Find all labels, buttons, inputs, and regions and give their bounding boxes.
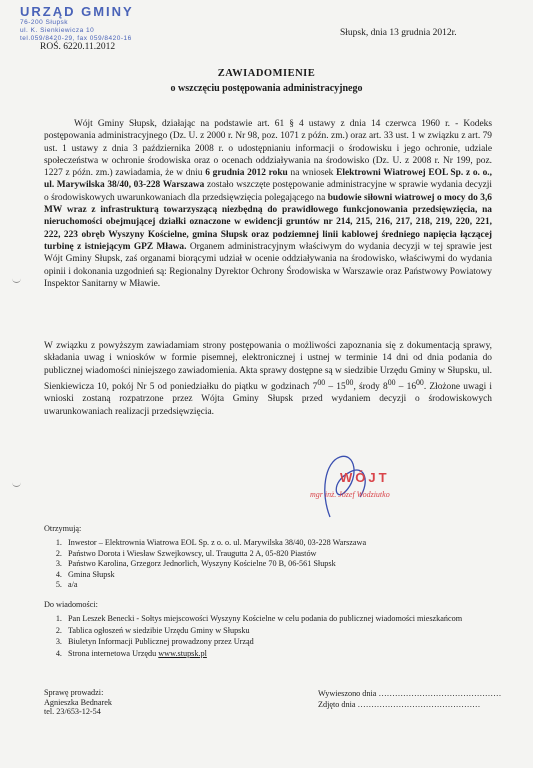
list-item: 2. Tablica ogłoszeń w siedzibie Urzędu Gminy w Słupsku (64, 626, 492, 636)
office-address-line3: tel.059/8420-29, fax 059/8420-16 (20, 35, 132, 42)
punch-hole-mark (12, 278, 21, 283)
punch-hole-mark (12, 482, 21, 487)
case-handler-label: Sprawę prowadzi: (44, 688, 104, 697)
office-name: URZĄD GMINY (20, 4, 134, 19)
p1-project: budowie siłowni wiatrowej o mocy do 3,6 MW wraz z infrastrukturą towarzyszącą niezbędną do prawidłowego funkcjonowania przedsięwzięcia, na nieruchomości obejmującej działki oznaczone w ewidencji gruntów nr 214, 215, 216, 217, 218, 219, 220, 221, 222, 223 obręb Wyszyny Kościelne, gmina Słupsk oraz podziemnej linii kablowej średniego napięcia łączącej turbinę z istniejącym GPZ Mława. (44, 192, 492, 252)
p2-text-5: . Złożone uwagi i wnioski zostaną rozpatrzone przez Wójta Gminy Słupsk przed wydaniem decyzji o środowiskowych uwarunkowaniach realizacji przedsięwzięcia. (44, 382, 493, 417)
recipients-list (44, 538, 492, 590)
p2-text-3: , środy 8 (353, 382, 388, 393)
signature-stamp (305, 470, 435, 520)
list-item: 2. Państwo Dorota i Wiesław Szwejkowscy, ul. Traugutta 2 A, 05-820 Piastów (64, 549, 492, 559)
list-item: 4. Gmina Słupsk (64, 570, 492, 580)
signature-title: WÓJT (340, 470, 390, 485)
list-item (64, 649, 492, 659)
p1-date: 6 grudnia 2012 roku (205, 168, 288, 179)
case-handler-phone: tel. 23/653-12-54 (44, 707, 101, 716)
list-item: 3. Państwo Karolina, Grzegorz Jednorlich, Wyszyny Kościelne 70 B, 06-561 Słupsk (64, 559, 492, 569)
for-info-label: Do wiadomości: (44, 600, 98, 609)
website-link[interactable]: www.stupsk.pl (158, 648, 207, 658)
list-item: 5. a/a (64, 580, 492, 590)
paragraph-1 (44, 118, 492, 290)
for-info-list (44, 614, 492, 659)
office-address-line2: ul. K. Sienkiewicza 10 (20, 27, 95, 34)
p1-text-4: Organem administracyjnym właściwym do wydania decyzji w tej sprawie jest Wójt Gminy Słupsk, zaś organami biorącymi udział w ocenie oddziaływania na środowisko, właściwymi do wydania opinii i dokonania uzgodnień są: Regionalny Dyrektor Ochrony Środowiska w Warszawie oraz Państwowy Powiatowy Inspektor Sanitarny w Mławie. (44, 241, 493, 289)
paragraph-2 (44, 340, 492, 418)
list-item: 3. Biuletyn Informacji Publicznej prowadzony przez Urząd (64, 637, 492, 647)
website-text: Strona internetowa Urzędu (68, 648, 159, 658)
p2-text-1: W związku z powyższym zawiadamiam strony postępowania o możliwości zapoznania się z dokumentacją sprawy, składania uwag i wniosków w formie pisemnej, elektronicznej i ustnej w terminie 14 dni od dnia podania do publicznej wiadomości niniejszego zawiadomienia. Akta sprawy dostępne są w siedzibie Urzędu Gminy w Słupsku, ul. Sienkiewicza 10, pokój Nr 5 od poniedziałku do piątku w godzinach 7 (44, 341, 492, 393)
place-date: Słupsk, dnia 13 grudnia 2012r. (340, 28, 457, 38)
reference-number: ROŚ. 6220.11.2012 (40, 42, 116, 52)
p2-sup-4: 00 (416, 377, 424, 387)
list-item: 1. Inwestor – Elektrownia Wiatrowa EOL Sp. z o. o. ul. Marywilska 38/40, 03-228 Warszawa (64, 538, 492, 548)
recipients-section (44, 524, 492, 590)
p2-sup-2: 00 (345, 377, 354, 387)
p1-text-1: Wójt Gminy Słupsk, działając na podstawie art. 61 § 4 ustawy z dnia 14 czerwca 1960 r. - Kodeks postępowania administracyjnego (Dz. U. z 2000 r. Nr 98, poz. 1071 z późn. zm.) oraz art. 33 ust. 1 w związku z art. 79 ust. 1 ustawy z dnia 3 października 2008 r. o udostępnianiu informacji o środowisku i jego ochronie, udziale społeczeństwa w ochronie środowiska oraz o ocenach oddziaływania na środowisko (Dz. U. z 2008 r. Nr 199, poz. 1227 z późn. zm.) zawiadamia, że w dniu (44, 119, 492, 179)
case-handler (44, 688, 112, 717)
posting-dates (318, 688, 501, 710)
document-subtitle: o wszczęciu postępowania administracyjnego (170, 83, 363, 94)
p2-text-4: – 16 (395, 382, 417, 393)
p2-sup-1: 00 (317, 377, 326, 387)
p2-sup-3: 00 (387, 377, 396, 387)
p1-text-3: zostało wszczęte postępowanie administracyjne w sprawie wydania decyzji o środowiskowych uwarunkowaniach dla przedsięwzięcia polegającego na (44, 180, 493, 203)
office-address-line1: 76-200 Słupsk (20, 19, 69, 26)
p1-applicant: Elektrowni Wiatrowej EOL Sp. z o. o., ul. Marywilska 38/40, 03-228 Warszawa (44, 168, 492, 191)
office-stamp (20, 4, 150, 43)
recipients-label: Otrzymują: (44, 524, 82, 533)
p1-text-2: na wniosek (287, 168, 337, 179)
p2-text-2: – 15 (325, 382, 346, 393)
signature-name: mgr inż. Józef Wodziutko (310, 490, 390, 499)
case-handler-name: Agnieszka Bednarek (44, 697, 112, 707)
list-item: 1. Pan Leszek Benecki - Sołtys miejscowości Wyszyny Kościelne w celu podania do publicznej wiadomości mieszkańcom (64, 614, 492, 624)
removed-date-line: Zdjęto dnia ……………………………………… (318, 700, 481, 709)
for-info-section (44, 600, 492, 660)
document-title: ZAWIADOMIENIE (217, 68, 316, 79)
posted-date-line: Wywieszono dnia ……………………………………… (318, 689, 502, 698)
